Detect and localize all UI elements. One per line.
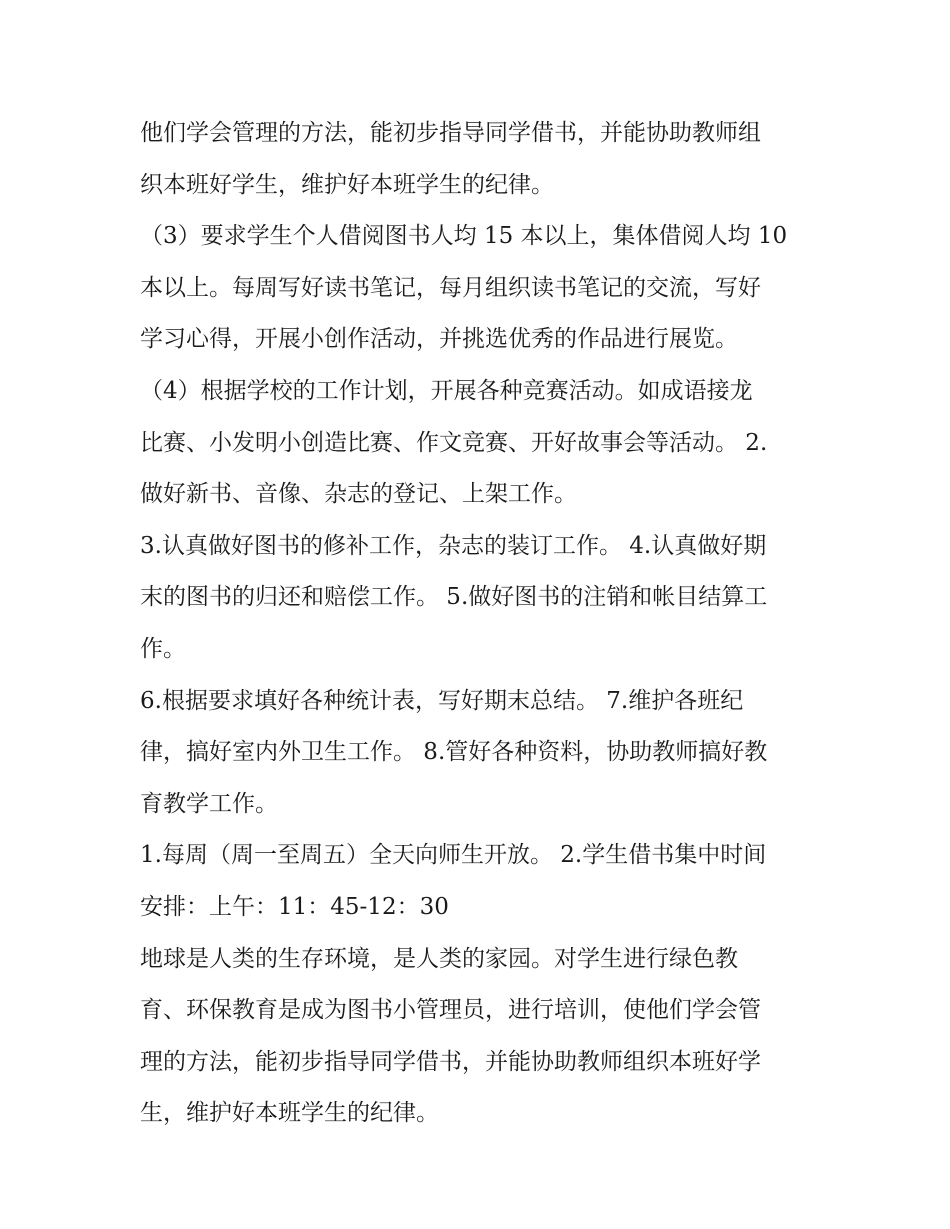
text-line: 育教学工作。 [140,790,278,817]
text-line: 织本班好学生，维护好本班学生的纪律。 [140,171,554,198]
text-line: 比赛、小发明小创造比赛、作文竞赛、开好故事会等活动。 2. [140,429,768,456]
text-line: 律，搞好室内外卫生工作。 8.管好各种资料，协助教师搞好教 [140,739,768,766]
text-line: 本以上。每周写好读书笔记，每月组织读书笔记的交流，写好 [140,274,761,301]
text-line: 安排：上午：11：45-12：30 [140,893,449,920]
text-line: （4）根据学校的工作计划，开展各种竞赛活动。如成语接龙 [140,377,753,404]
text-line: 生，维护好本班学生的纪律。 [140,1100,439,1127]
text-line: 学习心得，开展小创作活动，并挑选优秀的作品进行展览。 [140,326,738,353]
text-line: 育、环保教育是成为图书小管理员，进行培训，使他们学会管 [140,997,761,1024]
text-line: 1.每周（周一至周五）全天向师生开放。 2.学生借书集中时间 [140,842,767,869]
text-line: （3）要求学生个人借阅图书人均 15 本以上，集体借阅人均 10 [140,223,788,250]
text-line: 地球是人类的生存环境，是人类的家园。对学生进行绿色教 [140,945,738,972]
document-body [140,108,820,1140]
text-line: 作。 [140,635,186,662]
text-line: 做好新书、音像、杂志的登记、上架工作。 [140,481,577,508]
text-line: 他们学会管理的方法，能初步指导同学借书，并能协助教师组 [140,120,761,146]
text-line: 理的方法，能初步指导同学借书，并能协助教师组织本班好学 [140,1048,761,1075]
text-line: 3.认真做好图书的修补工作，杂志的装订工作。 4.认真做好期 [140,532,767,559]
text-line: 末的图书的归还和赔偿工作。 5.做好图书的注销和帐目结算工 [140,584,768,611]
text-line: 6.根据要求填好各种统计表，写好期末总结。 7.维护各班纪 [140,687,744,714]
